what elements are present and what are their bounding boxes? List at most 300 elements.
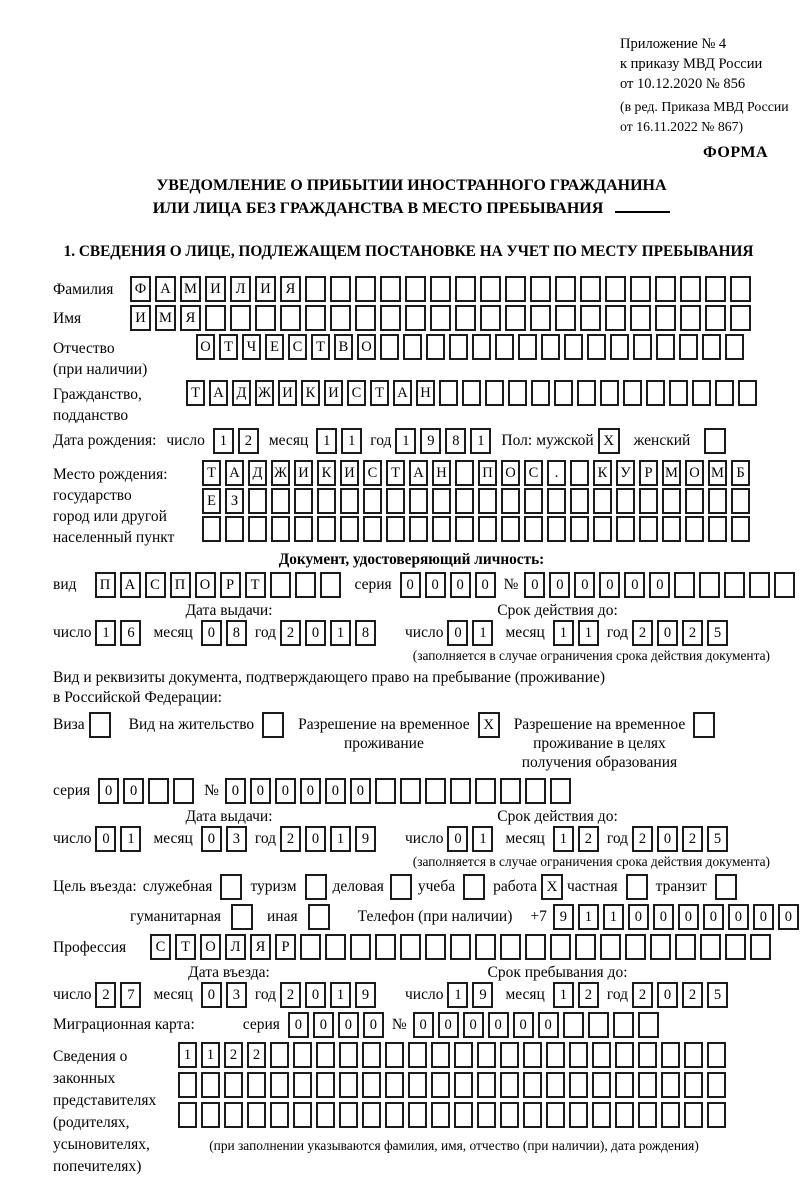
form-cell[interactable] (655, 305, 676, 331)
form-cell[interactable]: 1 (330, 826, 351, 852)
form-cell[interactable]: М (155, 305, 176, 331)
form-cell[interactable]: 2 (280, 982, 301, 1008)
form-cell[interactable]: 5 (707, 620, 728, 646)
form-cell[interactable] (386, 488, 405, 514)
form-cell[interactable]: 0 (488, 1012, 509, 1038)
form-cell[interactable]: 1 (578, 904, 599, 930)
form-cell[interactable]: 2 (280, 826, 301, 852)
form-cell[interactable] (330, 276, 351, 302)
form-cell[interactable] (700, 934, 721, 960)
form-cell[interactable] (555, 305, 576, 331)
purpose-study-checkbox[interactable] (463, 874, 485, 900)
form-cell[interactable] (375, 778, 396, 804)
form-cell[interactable]: Б (731, 460, 750, 486)
form-cell[interactable] (375, 934, 396, 960)
form-cell[interactable]: М (662, 460, 681, 486)
form-cell[interactable] (201, 1072, 220, 1098)
form-cell[interactable]: А (409, 460, 428, 486)
form-cell[interactable] (330, 305, 351, 331)
form-cell[interactable]: Р (275, 934, 296, 960)
form-cell[interactable] (403, 334, 422, 360)
form-cell[interactable] (362, 1102, 381, 1128)
form-cell[interactable] (431, 1102, 450, 1128)
form-cell[interactable]: 1 (603, 904, 624, 930)
form-cell[interactable] (731, 488, 750, 514)
form-cell[interactable]: Т (311, 334, 330, 360)
form-cell[interactable]: Д (232, 380, 251, 406)
form-cell[interactable] (385, 1072, 404, 1098)
form-cell[interactable]: 0 (123, 778, 144, 804)
form-cell[interactable] (294, 516, 313, 542)
form-cell[interactable]: 0 (400, 572, 421, 598)
form-cell[interactable] (224, 1102, 243, 1128)
form-cell[interactable]: К (317, 460, 336, 486)
form-cell[interactable]: 0 (201, 982, 222, 1008)
purpose-transit-checkbox[interactable] (715, 874, 737, 900)
form-cell[interactable] (475, 934, 496, 960)
form-cell[interactable] (248, 516, 267, 542)
form-cell[interactable] (380, 334, 399, 360)
form-cell[interactable] (500, 1102, 519, 1128)
form-cell[interactable] (201, 1102, 220, 1128)
form-cell[interactable] (178, 1072, 197, 1098)
form-cell[interactable]: К (593, 460, 612, 486)
form-cell[interactable] (316, 1102, 335, 1128)
form-cell[interactable]: Ж (271, 460, 290, 486)
form-cell[interactable]: С (363, 460, 382, 486)
form-cell[interactable]: 0 (703, 904, 724, 930)
form-cell[interactable] (477, 1102, 496, 1128)
form-cell[interactable] (295, 572, 316, 598)
form-cell[interactable]: З (225, 488, 244, 514)
form-cell[interactable] (525, 934, 546, 960)
form-cell[interactable] (363, 516, 382, 542)
form-cell[interactable] (202, 516, 221, 542)
form-cell[interactable]: 1 (553, 826, 574, 852)
form-cell[interactable] (454, 1042, 473, 1068)
form-cell[interactable]: 2 (632, 982, 653, 1008)
form-cell[interactable] (405, 276, 426, 302)
form-cell[interactable] (350, 934, 371, 960)
form-cell[interactable]: 0 (413, 1012, 434, 1038)
form-cell[interactable]: 2 (632, 620, 653, 646)
form-cell[interactable] (738, 380, 757, 406)
form-cell[interactable]: Т (186, 380, 205, 406)
form-cell[interactable]: Р (220, 572, 241, 598)
form-cell[interactable]: 0 (657, 620, 678, 646)
form-cell[interactable]: 2 (632, 826, 653, 852)
form-cell[interactable]: 1 (472, 620, 493, 646)
form-cell[interactable]: О (357, 334, 376, 360)
form-cell[interactable] (478, 488, 497, 514)
form-cell[interactable] (685, 516, 704, 542)
form-cell[interactable] (408, 1042, 427, 1068)
form-cell[interactable]: 0 (275, 778, 296, 804)
form-cell[interactable]: И (324, 380, 343, 406)
form-cell[interactable] (380, 305, 401, 331)
form-cell[interactable]: Е (202, 488, 221, 514)
form-cell[interactable]: Т (175, 934, 196, 960)
form-cell[interactable]: 1 (341, 428, 362, 454)
form-cell[interactable] (692, 380, 711, 406)
form-cell[interactable] (247, 1102, 266, 1128)
form-cell[interactable] (633, 334, 652, 360)
form-cell[interactable]: 0 (778, 904, 799, 930)
form-cell[interactable] (523, 1072, 542, 1098)
form-cell[interactable]: 0 (288, 1012, 309, 1038)
form-cell[interactable] (405, 305, 426, 331)
form-cell[interactable]: 8 (445, 428, 466, 454)
form-cell[interactable] (661, 1102, 680, 1128)
form-cell[interactable]: 0 (225, 778, 246, 804)
form-cell[interactable] (587, 334, 606, 360)
form-cell[interactable]: 0 (313, 1012, 334, 1038)
form-cell[interactable] (563, 1012, 584, 1038)
purpose-official-checkbox[interactable] (220, 874, 242, 900)
form-cell[interactable] (724, 572, 745, 598)
form-cell[interactable]: 2 (280, 620, 301, 646)
form-cell[interactable] (569, 1072, 588, 1098)
form-cell[interactable]: 1 (447, 982, 468, 1008)
form-cell[interactable]: 0 (475, 572, 496, 598)
form-cell[interactable] (600, 934, 621, 960)
form-cell[interactable] (705, 305, 726, 331)
form-cell[interactable] (593, 516, 612, 542)
form-cell[interactable] (555, 276, 576, 302)
form-cell[interactable] (340, 488, 359, 514)
form-cell[interactable] (430, 305, 451, 331)
form-cell[interactable]: 1 (578, 620, 599, 646)
form-cell[interactable]: 1 (213, 428, 234, 454)
form-cell[interactable]: 0 (250, 778, 271, 804)
form-cell[interactable]: М (180, 276, 201, 302)
form-cell[interactable] (600, 380, 619, 406)
form-cell[interactable] (731, 516, 750, 542)
form-cell[interactable] (615, 1042, 634, 1068)
form-cell[interactable] (575, 934, 596, 960)
form-cell[interactable]: П (170, 572, 191, 598)
form-cell[interactable]: Т (386, 460, 405, 486)
form-cell[interactable] (255, 305, 276, 331)
form-cell[interactable] (680, 305, 701, 331)
form-cell[interactable] (454, 1072, 473, 1098)
form-cell[interactable] (564, 334, 583, 360)
form-cell[interactable] (450, 934, 471, 960)
form-cell[interactable]: 1 (95, 620, 116, 646)
form-cell[interactable] (425, 778, 446, 804)
form-cell[interactable] (570, 488, 589, 514)
form-cell[interactable]: С (150, 934, 171, 960)
form-cell[interactable]: 1 (120, 826, 141, 852)
form-cell[interactable]: Я (280, 276, 301, 302)
form-cell[interactable]: 0 (728, 904, 749, 930)
form-cell[interactable]: Е (265, 334, 284, 360)
form-cell[interactable]: А (120, 572, 141, 598)
form-cell[interactable] (317, 488, 336, 514)
form-cell[interactable]: А (209, 380, 228, 406)
form-cell[interactable] (449, 334, 468, 360)
form-cell[interactable] (339, 1102, 358, 1128)
form-cell[interactable] (439, 380, 458, 406)
form-cell[interactable]: О (196, 334, 215, 360)
form-cell[interactable] (669, 380, 688, 406)
form-cell[interactable]: 9 (553, 904, 574, 930)
form-cell[interactable] (480, 305, 501, 331)
form-cell[interactable] (455, 516, 474, 542)
form-cell[interactable]: С (347, 380, 366, 406)
form-cell[interactable]: 2 (95, 982, 116, 1008)
form-cell[interactable] (316, 1042, 335, 1068)
form-cell[interactable]: 5 (707, 826, 728, 852)
form-cell[interactable] (708, 516, 727, 542)
form-cell[interactable] (363, 488, 382, 514)
form-cell[interactable] (431, 1072, 450, 1098)
form-cell[interactable] (570, 460, 589, 486)
form-cell[interactable] (707, 1042, 726, 1068)
temp-residence-checkbox[interactable]: X (478, 712, 500, 738)
form-cell[interactable]: 0 (657, 826, 678, 852)
form-cell[interactable] (684, 1102, 703, 1128)
form-cell[interactable]: Ф (130, 276, 151, 302)
form-cell[interactable] (546, 1102, 565, 1128)
form-cell[interactable]: 0 (753, 904, 774, 930)
form-cell[interactable] (638, 1072, 657, 1098)
form-cell[interactable] (550, 934, 571, 960)
form-cell[interactable] (270, 1042, 289, 1068)
form-cell[interactable] (385, 1102, 404, 1128)
form-cell[interactable]: 9 (355, 982, 376, 1008)
form-cell[interactable]: 0 (599, 572, 620, 598)
form-cell[interactable] (725, 934, 746, 960)
form-cell[interactable] (247, 1072, 266, 1098)
form-cell[interactable] (339, 1072, 358, 1098)
form-cell[interactable]: 0 (649, 572, 670, 598)
form-cell[interactable] (455, 305, 476, 331)
form-cell[interactable]: Ч (242, 334, 261, 360)
form-cell[interactable]: 8 (355, 620, 376, 646)
form-cell[interactable]: 3 (226, 982, 247, 1008)
form-cell[interactable]: 1 (201, 1042, 220, 1068)
form-cell[interactable] (426, 334, 445, 360)
form-cell[interactable] (362, 1042, 381, 1068)
form-cell[interactable] (475, 778, 496, 804)
form-cell[interactable] (505, 305, 526, 331)
form-cell[interactable]: 5 (707, 982, 728, 1008)
form-cell[interactable] (472, 334, 491, 360)
form-cell[interactable]: 0 (463, 1012, 484, 1038)
form-cell[interactable] (340, 516, 359, 542)
form-cell[interactable] (305, 305, 326, 331)
form-cell[interactable]: 0 (305, 620, 326, 646)
form-cell[interactable]: 2 (578, 982, 599, 1008)
visa-checkbox[interactable] (89, 712, 111, 738)
form-cell[interactable] (173, 778, 194, 804)
form-cell[interactable] (530, 276, 551, 302)
form-cell[interactable] (625, 934, 646, 960)
form-cell[interactable]: 0 (350, 778, 371, 804)
form-cell[interactable] (630, 276, 651, 302)
form-cell[interactable] (580, 276, 601, 302)
form-cell[interactable] (500, 778, 521, 804)
form-cell[interactable]: . (547, 460, 566, 486)
form-cell[interactable] (294, 488, 313, 514)
form-cell[interactable]: Т (202, 460, 221, 486)
form-cell[interactable] (546, 1042, 565, 1068)
form-cell[interactable] (699, 572, 720, 598)
form-cell[interactable]: С (288, 334, 307, 360)
form-cell[interactable] (205, 305, 226, 331)
form-cell[interactable] (679, 334, 698, 360)
form-cell[interactable] (707, 1072, 726, 1098)
form-cell[interactable]: О (501, 460, 520, 486)
form-cell[interactable] (675, 934, 696, 960)
form-cell[interactable]: С (145, 572, 166, 598)
form-cell[interactable]: 0 (678, 904, 699, 930)
form-cell[interactable] (530, 305, 551, 331)
form-cell[interactable]: О (200, 934, 221, 960)
form-cell[interactable] (546, 1072, 565, 1098)
form-cell[interactable] (705, 276, 726, 302)
form-cell[interactable] (569, 1102, 588, 1128)
form-cell[interactable]: И (130, 305, 151, 331)
form-cell[interactable] (554, 380, 573, 406)
form-cell[interactable]: 0 (300, 778, 321, 804)
form-cell[interactable]: 8 (226, 620, 247, 646)
form-cell[interactable] (431, 1042, 450, 1068)
form-cell[interactable]: 0 (305, 826, 326, 852)
form-cell[interactable] (477, 1042, 496, 1068)
form-cell[interactable] (408, 1102, 427, 1128)
form-cell[interactable] (615, 1102, 634, 1128)
form-cell[interactable]: 0 (624, 572, 645, 598)
purpose-business-checkbox[interactable] (390, 874, 412, 900)
form-cell[interactable]: М (708, 460, 727, 486)
form-cell[interactable]: 2 (224, 1042, 243, 1068)
form-cell[interactable]: 0 (447, 826, 468, 852)
form-cell[interactable] (362, 1072, 381, 1098)
form-cell[interactable] (650, 934, 671, 960)
form-cell[interactable]: П (95, 572, 116, 598)
residence-permit-checkbox[interactable] (262, 712, 284, 738)
form-cell[interactable]: 0 (628, 904, 649, 930)
form-cell[interactable]: 2 (578, 826, 599, 852)
form-cell[interactable] (674, 572, 695, 598)
form-cell[interactable] (593, 488, 612, 514)
form-cell[interactable]: 0 (447, 620, 468, 646)
form-cell[interactable]: С (524, 460, 543, 486)
form-cell[interactable] (409, 516, 428, 542)
form-cell[interactable] (500, 1042, 519, 1068)
form-cell[interactable] (541, 334, 560, 360)
form-cell[interactable]: 2 (682, 826, 703, 852)
form-cell[interactable] (500, 1072, 519, 1098)
form-cell[interactable] (450, 778, 471, 804)
form-cell[interactable]: Д (248, 460, 267, 486)
form-cell[interactable]: 0 (538, 1012, 559, 1038)
form-cell[interactable]: 0 (425, 572, 446, 598)
form-cell[interactable] (680, 276, 701, 302)
form-cell[interactable] (178, 1102, 197, 1128)
gender-male-checkbox[interactable]: X (598, 428, 620, 454)
form-cell[interactable]: 0 (450, 572, 471, 598)
form-cell[interactable] (225, 516, 244, 542)
form-cell[interactable] (684, 1042, 703, 1068)
purpose-work-checkbox[interactable]: X (541, 874, 563, 900)
form-cell[interactable] (339, 1042, 358, 1068)
form-cell[interactable]: 1 (472, 826, 493, 852)
form-cell[interactable]: И (294, 460, 313, 486)
form-cell[interactable] (577, 380, 596, 406)
form-cell[interactable]: 9 (355, 826, 376, 852)
form-cell[interactable]: Т (219, 334, 238, 360)
form-cell[interactable]: 0 (363, 1012, 384, 1038)
form-cell[interactable]: В (334, 334, 353, 360)
form-cell[interactable] (524, 516, 543, 542)
form-cell[interactable] (224, 1072, 243, 1098)
form-cell[interactable]: О (195, 572, 216, 598)
form-cell[interactable]: 1 (470, 428, 491, 454)
form-cell[interactable]: У (616, 460, 635, 486)
form-cell[interactable]: А (155, 276, 176, 302)
form-cell[interactable] (293, 1072, 312, 1098)
form-cell[interactable] (293, 1102, 312, 1128)
form-cell[interactable]: А (393, 380, 412, 406)
form-cell[interactable] (623, 380, 642, 406)
form-cell[interactable] (409, 488, 428, 514)
form-cell[interactable] (523, 1042, 542, 1068)
form-cell[interactable]: П (478, 460, 497, 486)
form-cell[interactable] (662, 488, 681, 514)
form-cell[interactable] (638, 1102, 657, 1128)
form-cell[interactable] (355, 276, 376, 302)
form-cell[interactable] (531, 380, 550, 406)
form-cell[interactable]: 0 (657, 982, 678, 1008)
form-cell[interactable] (425, 934, 446, 960)
form-cell[interactable] (270, 1102, 289, 1128)
form-cell[interactable]: Я (250, 934, 271, 960)
form-cell[interactable]: 0 (305, 982, 326, 1008)
form-cell[interactable] (570, 516, 589, 542)
form-cell[interactable] (630, 305, 651, 331)
purpose-private-checkbox[interactable] (626, 874, 648, 900)
form-cell[interactable] (702, 334, 721, 360)
form-cell[interactable] (316, 1072, 335, 1098)
form-cell[interactable] (592, 1072, 611, 1098)
form-cell[interactable]: 7 (120, 982, 141, 1008)
form-cell[interactable]: 0 (513, 1012, 534, 1038)
form-cell[interactable]: Т (370, 380, 389, 406)
form-cell[interactable] (400, 934, 421, 960)
form-cell[interactable] (455, 460, 474, 486)
form-cell[interactable]: 1 (330, 620, 351, 646)
form-cell[interactable] (646, 380, 665, 406)
form-cell[interactable] (455, 488, 474, 514)
form-cell[interactable]: 0 (524, 572, 545, 598)
form-cell[interactable]: И (340, 460, 359, 486)
form-cell[interactable] (616, 488, 635, 514)
form-cell[interactable]: 1 (553, 982, 574, 1008)
form-cell[interactable] (550, 778, 571, 804)
form-cell[interactable]: Я (180, 305, 201, 331)
form-cell[interactable]: А (225, 460, 244, 486)
form-cell[interactable] (749, 572, 770, 598)
form-cell[interactable]: 0 (98, 778, 119, 804)
form-cell[interactable]: И (255, 276, 276, 302)
purpose-other-checkbox[interactable] (308, 904, 330, 930)
purpose-tourism-checkbox[interactable] (305, 874, 327, 900)
form-cell[interactable] (605, 276, 626, 302)
form-cell[interactable]: 2 (247, 1042, 266, 1068)
